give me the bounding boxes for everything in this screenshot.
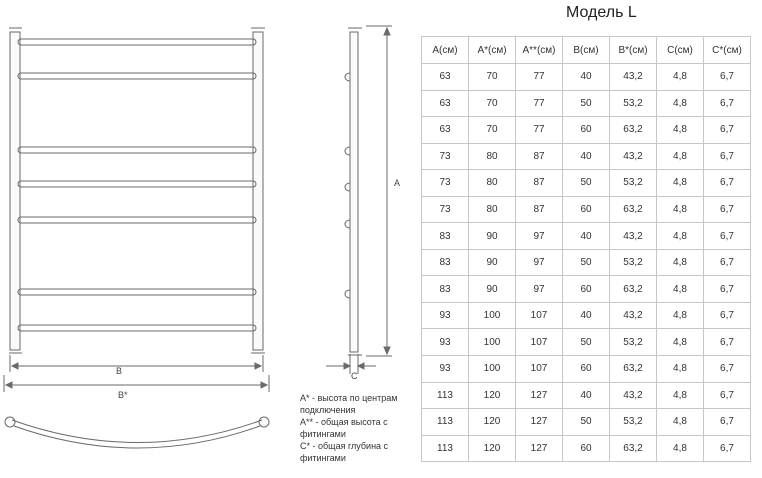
table-cell: 63,2	[610, 356, 657, 383]
table-cell: 4,8	[657, 356, 704, 383]
table-row	[422, 64, 751, 91]
table-cell: 93	[422, 302, 469, 329]
legend-item: C* - общая глубина с фитингами	[300, 441, 389, 463]
table-cell: 6,7	[704, 143, 751, 170]
table-row	[422, 117, 751, 144]
table-cell: 97	[516, 276, 563, 303]
table-row	[422, 302, 751, 329]
table-cell: 97	[516, 249, 563, 276]
column-header: B(см)	[563, 37, 610, 64]
table-cell: 6,7	[704, 276, 751, 303]
table-cell: 6,7	[704, 170, 751, 197]
table-row	[422, 223, 751, 250]
table-cell: 53,2	[610, 329, 657, 356]
table-cell: 77	[516, 90, 563, 117]
table-cell: 50	[563, 249, 610, 276]
table-cell: 6,7	[704, 329, 751, 356]
table-row	[422, 409, 751, 436]
table-cell: 77	[516, 117, 563, 144]
table-cell: 100	[469, 356, 516, 383]
front-view	[4, 28, 269, 392]
table-cell: 120	[469, 382, 516, 409]
table-cell: 107	[516, 356, 563, 383]
column-header: A*(см)	[469, 37, 516, 64]
table-cell: 4,8	[657, 409, 704, 436]
table-cell: 50	[563, 170, 610, 197]
table-row	[422, 196, 751, 223]
table-cell: 60	[563, 435, 610, 462]
table-cell: 83	[422, 276, 469, 303]
table-row	[422, 276, 751, 303]
table-cell: 40	[563, 64, 610, 91]
table-cell: 4,8	[657, 302, 704, 329]
table-cell: 120	[469, 409, 516, 436]
column-header: C(см)	[657, 37, 704, 64]
table-cell: 73	[422, 170, 469, 197]
table-cell: 6,7	[704, 382, 751, 409]
table-cell: 127	[516, 409, 563, 436]
legend-item: A** - общая высота с фитингами	[300, 417, 388, 439]
table-row	[422, 435, 751, 462]
table-cell: 6,7	[704, 64, 751, 91]
dimension-label-a: A	[394, 178, 401, 188]
rung-stubs	[345, 73, 350, 298]
table-cell: 43,2	[610, 143, 657, 170]
table-row	[422, 90, 751, 117]
left-post	[10, 32, 20, 350]
table-cell: 70	[469, 117, 516, 144]
table-cell: 6,7	[704, 117, 751, 144]
column-header: C*(см)	[704, 37, 751, 64]
dimension-label-b: B	[116, 366, 123, 376]
table-cell: 40	[563, 143, 610, 170]
table-cell: 50	[563, 409, 610, 436]
table-cell: 93	[422, 329, 469, 356]
column-header: A**(см)	[516, 37, 563, 64]
table-cell: 4,8	[657, 143, 704, 170]
table-cell: 40	[563, 223, 610, 250]
dimension-label-c: C	[351, 371, 358, 381]
table-cell: 6,7	[704, 196, 751, 223]
table-cell: 50	[563, 329, 610, 356]
table-cell: 63,2	[610, 276, 657, 303]
table-cell: 93	[422, 356, 469, 383]
table-row	[422, 382, 751, 409]
table-cell: 4,8	[657, 196, 704, 223]
table-cell: 4,8	[657, 435, 704, 462]
table-cell: 80	[469, 143, 516, 170]
table-header-row	[422, 37, 751, 64]
table-cell: 63	[422, 90, 469, 117]
rungs	[18, 39, 256, 331]
table-cell: 87	[516, 196, 563, 223]
table-cell: 70	[469, 90, 516, 117]
table-cell: 63,2	[610, 117, 657, 144]
table-cell: 90	[469, 223, 516, 250]
table-cell: 127	[516, 382, 563, 409]
table-cell: 60	[563, 356, 610, 383]
table-cell: 70	[469, 64, 516, 91]
table-cell: 43,2	[610, 302, 657, 329]
table-cell: 4,8	[657, 223, 704, 250]
table-cell: 127	[516, 435, 563, 462]
table-cell: 77	[516, 64, 563, 91]
table-cell: 87	[516, 143, 563, 170]
table-row	[422, 143, 751, 170]
table-cell: 73	[422, 143, 469, 170]
table-cell: 107	[516, 302, 563, 329]
table-cell: 6,7	[704, 223, 751, 250]
table-cell: 4,8	[657, 276, 704, 303]
table-cell: 83	[422, 249, 469, 276]
table-cell: 63	[422, 64, 469, 91]
table-cell: 43,2	[610, 64, 657, 91]
table-cell: 4,8	[657, 64, 704, 91]
table-cell: 63	[422, 117, 469, 144]
table-cell: 4,8	[657, 329, 704, 356]
table-cell: 53,2	[610, 170, 657, 197]
model-title: Модель L	[566, 4, 637, 21]
table-cell: 97	[516, 223, 563, 250]
table-row	[422, 170, 751, 197]
table-cell: 63,2	[610, 196, 657, 223]
table-cell: 80	[469, 170, 516, 197]
table-cell: 60	[563, 196, 610, 223]
table-cell: 90	[469, 276, 516, 303]
table-cell: 4,8	[657, 170, 704, 197]
table-cell: 6,7	[704, 435, 751, 462]
table-cell: 4,8	[657, 117, 704, 144]
table-cell: 6,7	[704, 409, 751, 436]
column-header: B*(см)	[610, 37, 657, 64]
table-cell: 6,7	[704, 356, 751, 383]
table-row	[422, 249, 751, 276]
table-cell: 50	[563, 90, 610, 117]
table-cell: 60	[563, 276, 610, 303]
table-cell: 4,8	[657, 382, 704, 409]
table-cell: 6,7	[704, 90, 751, 117]
dimension-legend	[300, 392, 420, 464]
table-cell: 53,2	[610, 90, 657, 117]
table-body	[422, 64, 751, 462]
legend-item: A* - высота по центрам подключения	[300, 393, 398, 415]
table-cell: 73	[422, 196, 469, 223]
table-cell: 60	[563, 117, 610, 144]
table-cell: 43,2	[610, 223, 657, 250]
table-cell: 6,7	[704, 249, 751, 276]
table-cell: 6,7	[704, 302, 751, 329]
table-cell: 87	[516, 170, 563, 197]
table-cell: 80	[469, 196, 516, 223]
table-cell: 113	[422, 382, 469, 409]
table-cell: 83	[422, 223, 469, 250]
table-cell: 100	[469, 302, 516, 329]
table-cell: 63,2	[610, 435, 657, 462]
table-cell: 107	[516, 329, 563, 356]
table-cell: 43,2	[610, 382, 657, 409]
side-view	[326, 26, 392, 374]
table-cell: 40	[563, 302, 610, 329]
table-cell: 113	[422, 435, 469, 462]
dimension-label-b-star: B*	[118, 390, 128, 400]
table-cell: 113	[422, 409, 469, 436]
table-cell: 4,8	[657, 90, 704, 117]
right-post	[253, 32, 263, 350]
table-cell: 53,2	[610, 249, 657, 276]
table-cell: 90	[469, 249, 516, 276]
table-row	[422, 329, 751, 356]
table-cell: 100	[469, 329, 516, 356]
table-cell: 120	[469, 435, 516, 462]
table-cell: 40	[563, 382, 610, 409]
table-row	[422, 356, 751, 383]
column-header: A(см)	[422, 37, 469, 64]
table-cell: 4,8	[657, 249, 704, 276]
spec-table	[421, 36, 751, 462]
table-cell: 53,2	[610, 409, 657, 436]
top-view	[5, 417, 269, 448]
